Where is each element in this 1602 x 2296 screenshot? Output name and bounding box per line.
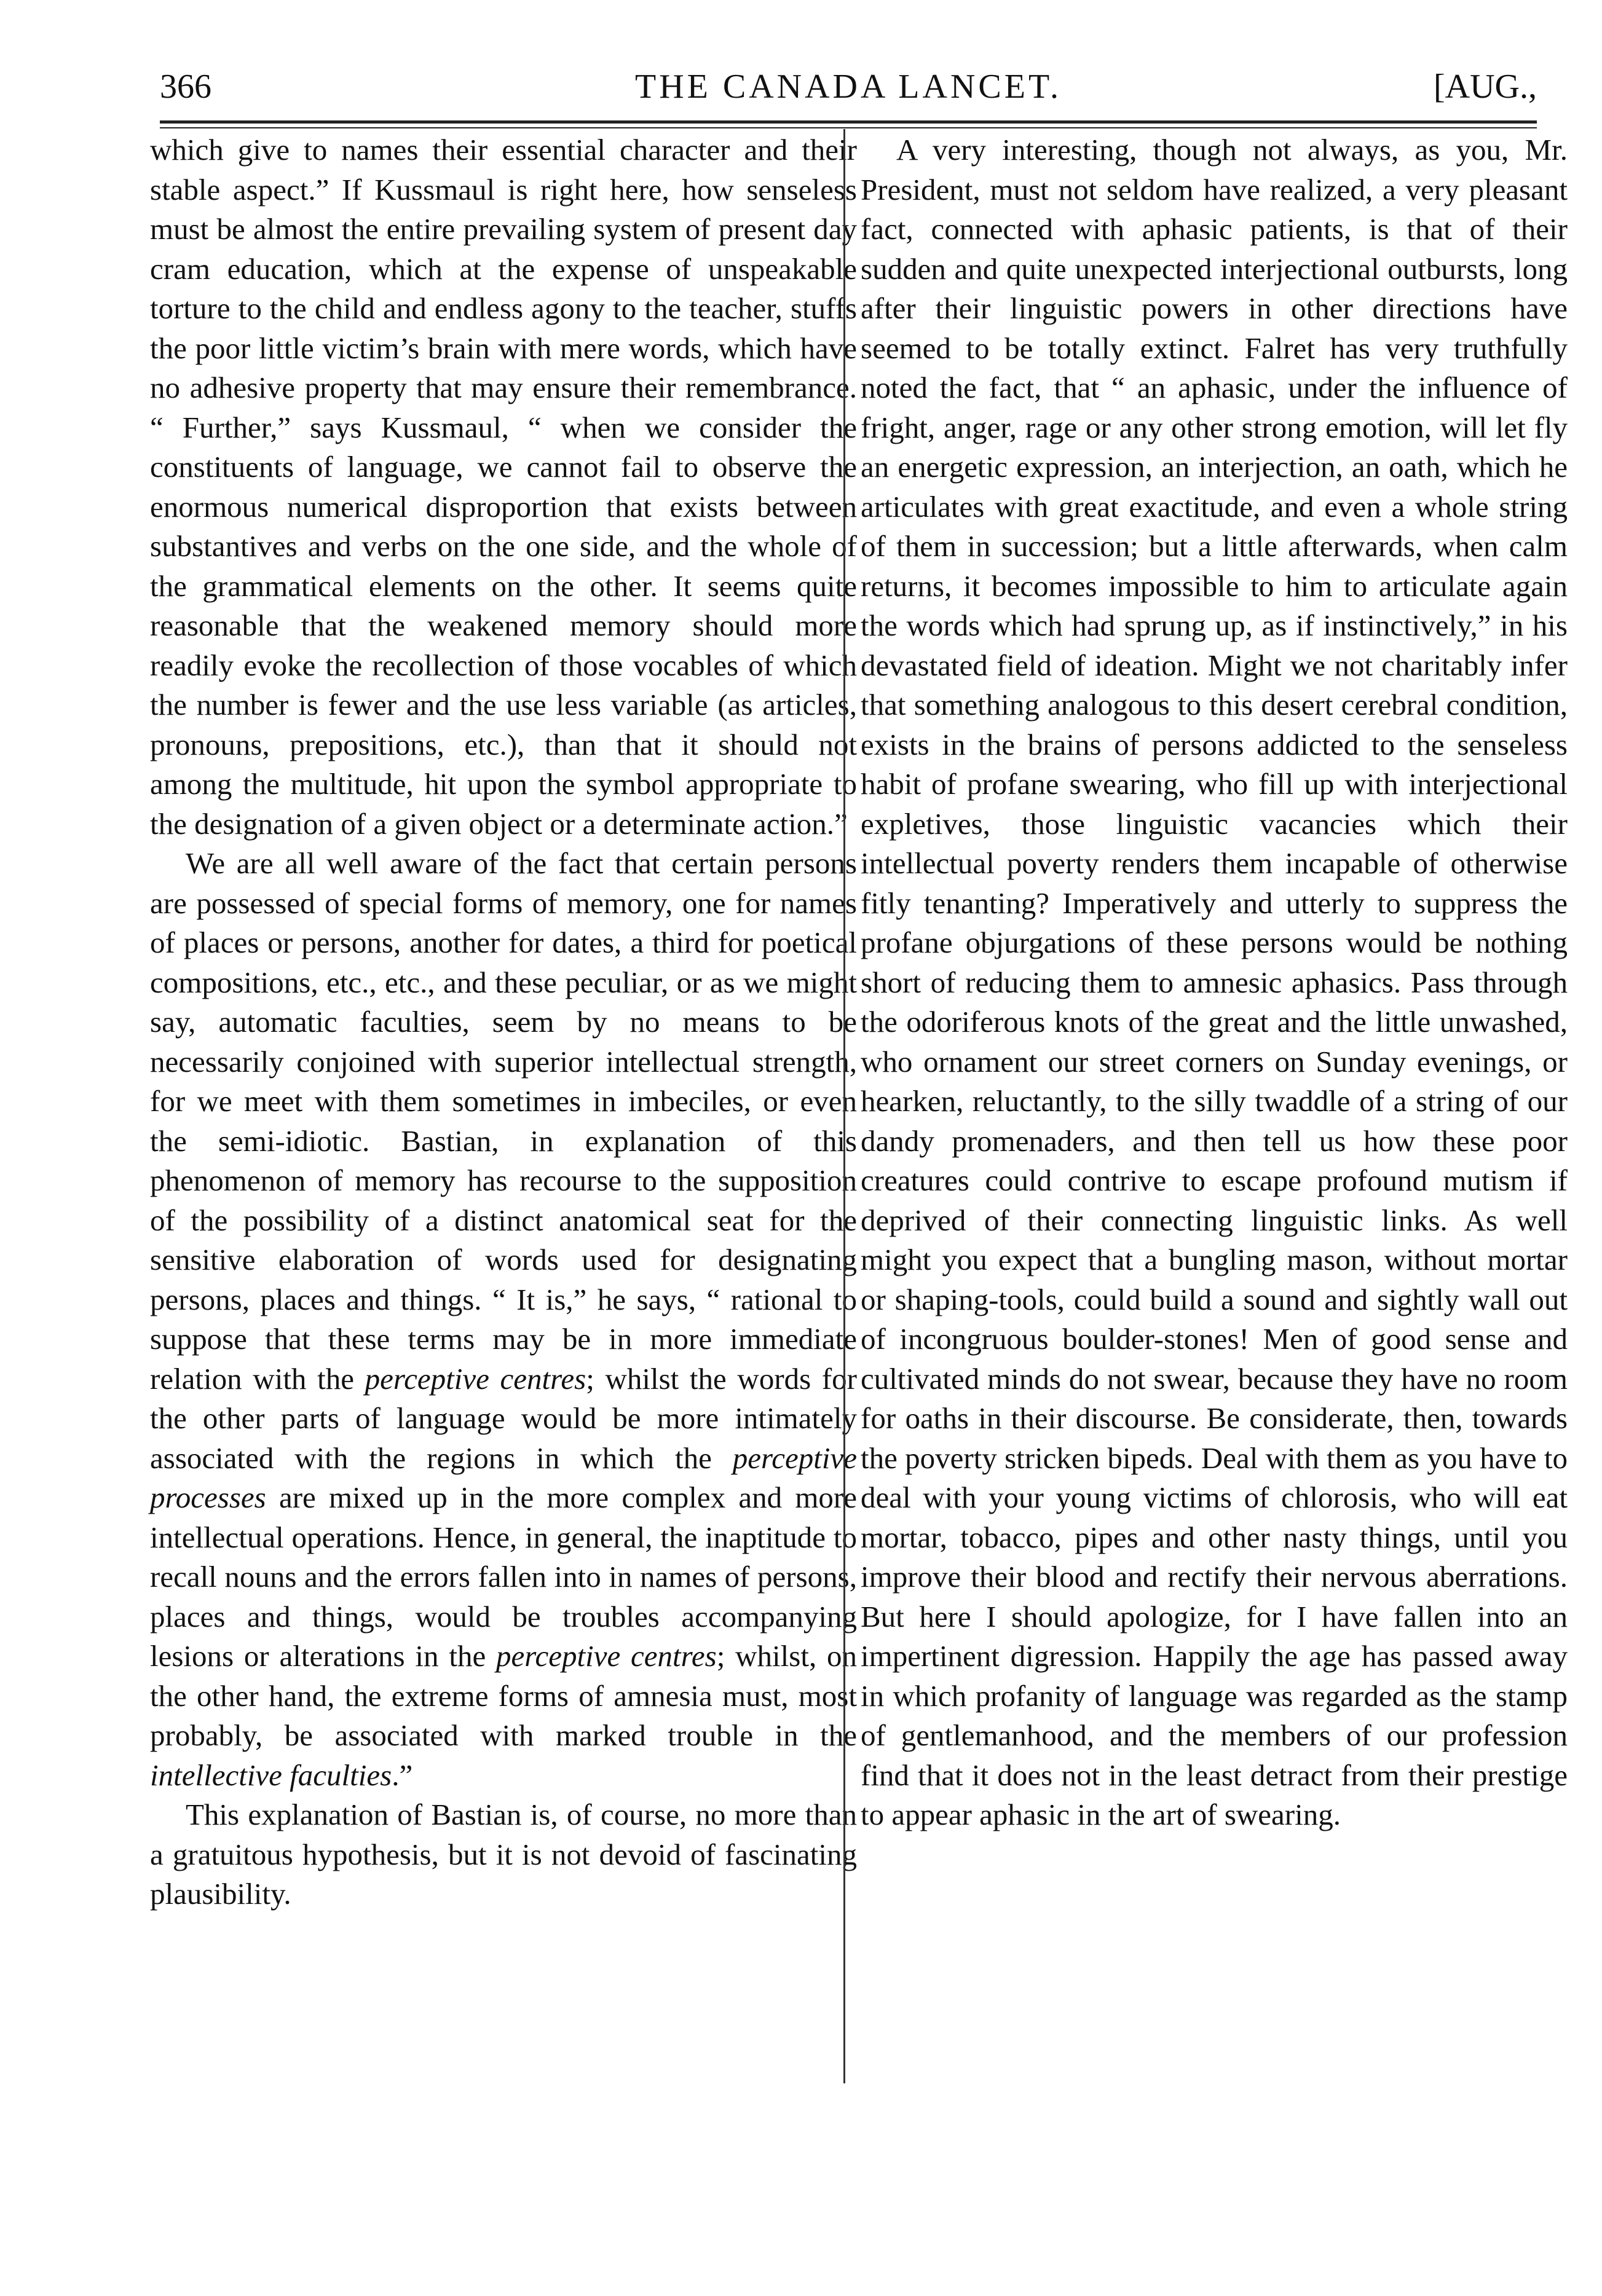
text-run: ; whilst, on the other hand, the extreme forms of amnesia must, most probably, be associated with marked trouble in the bbox=[150, 1639, 857, 1752]
page-number: 366 bbox=[160, 68, 211, 106]
paragraph: This explanation of Bastian is, of course, no more than a gratuitous hypothesis, but it is not devoid of fascinating plausibility. bbox=[150, 1798, 857, 1911]
paragraph bbox=[150, 844, 857, 1795]
left-column bbox=[150, 130, 857, 1914]
italic-text: perceptive processes bbox=[150, 1441, 857, 1514]
page-header bbox=[160, 59, 1537, 114]
text-run: We are all well aware of the fact that certain persons are possessed of special forms of memory, one for names of places or persons, another for dates, a third for poetical compositions, etc., etc., and these peculiar, or as we might say, automatic faculties, seem by no means to be necessarily conjoined with superior intellectual strength, for we meet with them sometimes in imbeciles, or even the semi-idiotic. Bastian, in explanation of this phenomenon of memory has recourse to the supposition of the possibility of a distinct anatomical seat for the sensitive elaboration of words used for designating persons, places and things. “ It is,” he says, “ rational to suppose that these terms may be in more immediate relation with the bbox=[150, 846, 857, 1396]
italic-text: intellective faculties bbox=[150, 1758, 392, 1792]
header-rule bbox=[160, 120, 1537, 128]
text-run: are mixed up in the more complex and more intellectual operations. Hence, in general, the inaptitude to recall nouns and the errors fallen into in names of persons, places and things, would be troubles accompanying lesions or alterations in the bbox=[150, 1480, 857, 1673]
paragraph: A very interesting, though not always, as you, Mr. President, must not seldom have realized, a very pleasant fact, connected with aphasic patients, is that of their sudden and quite unexpected interjectional outbursts, long after their linguistic powers in other directions have seemed to be totally extinct. Falret has very truthfully noted the fact, that “ an aphasic, under the influence of fright, anger, rage or any other strong emotion, will let fly an energetic expression, an interjection, an oath, which he articulates with great exactitude, and even a whole string of them in succession; but a little afterwards, when calm returns, it becomes impossible to him to articulate again the words which had sprung up, as if instinctively,” in his devastated field of ideation. Might we not charitably infer that something analogous to this desert cerebral condition, exists in the brains of persons addicted to the senseless habit of profane swearing, who fill up with interjectional expletives, those linguistic vacancies which their intellectual poverty renders them incapable of otherwise fitly tenanting? Imperatively and utterly to suppress the profane objurgations of these persons would be nothing short of reducing them to amnesic aphasics. Pass through the odoriferous knots of the great and the little unwashed, who ornament our street corners on Sunday evenings, or hearken, reluctantly, to the silly twaddle of a string of our dandy promenaders, and then tell us how these poor creatures could contrive to escape profound mutism if deprived of their connecting linguistic links. As well might you expect that a bungling mason, without mortar or shaping-tools, could build a sound and sightly wall out of incongruous boulder-stones! Men of good sense and cultivated minds do not swear, because they have no room for oaths in their discourse. Be considerate, then, towards the poverty stricken bipeds. Deal with them as you have to deal with your young victims of chlorosis, who will eat mortar, tobacco, pipes and other nasty things, until you improve their blood and rectify their nervous aberrations. But here I should apologize, for I have fallen into an impertinent digression. Happily the age has passed away in which profanity of language was regarded as the stamp of gentlemanhood, and the members of our profession find that it does not in the least detract from their prestige to appear aphasic in the art of swearing. bbox=[861, 133, 1568, 1831]
italic-text: perceptive centres bbox=[365, 1361, 586, 1396]
right-column bbox=[861, 130, 1568, 1835]
column-divider bbox=[843, 129, 845, 2083]
issue-date-mark: [AUG., bbox=[1434, 68, 1537, 106]
italic-text: perceptive centres bbox=[496, 1639, 717, 1673]
text-run: ; whilst the words for the other parts of language would be more intimately associated with the regions in which the bbox=[150, 1361, 857, 1475]
text-run: .” bbox=[392, 1758, 413, 1792]
journal-title: THE CANADA LANCET. bbox=[634, 68, 1062, 106]
paragraph: which give to names their essential character and their stable aspect.” If Kussmaul is right here, how senseless must be almost the entire prevailing system of present day cram education, which at the expense of unspeakable torture to the child and endless agony to the teacher, stuffs the poor little victim’s brain with mere words, which have no adhesive property that may ensure their remembrance. “ Further,” says Kussmaul, “ when we consider the constituents of language, we cannot fail to observe the enormous numerical disproportion that exists between substantives and verbs on the one side, and the whole of the grammatical elements on the other. It seems quite reasonable that the weakened memory should more readily evoke the recollection of those vocables of which the number is fewer and the use less variable (as articles, pronouns, prepositions, etc.), than that it should not among the multitude, hit upon the symbol appropriate to the designation of a given object or a determinate action.” bbox=[150, 133, 857, 841]
